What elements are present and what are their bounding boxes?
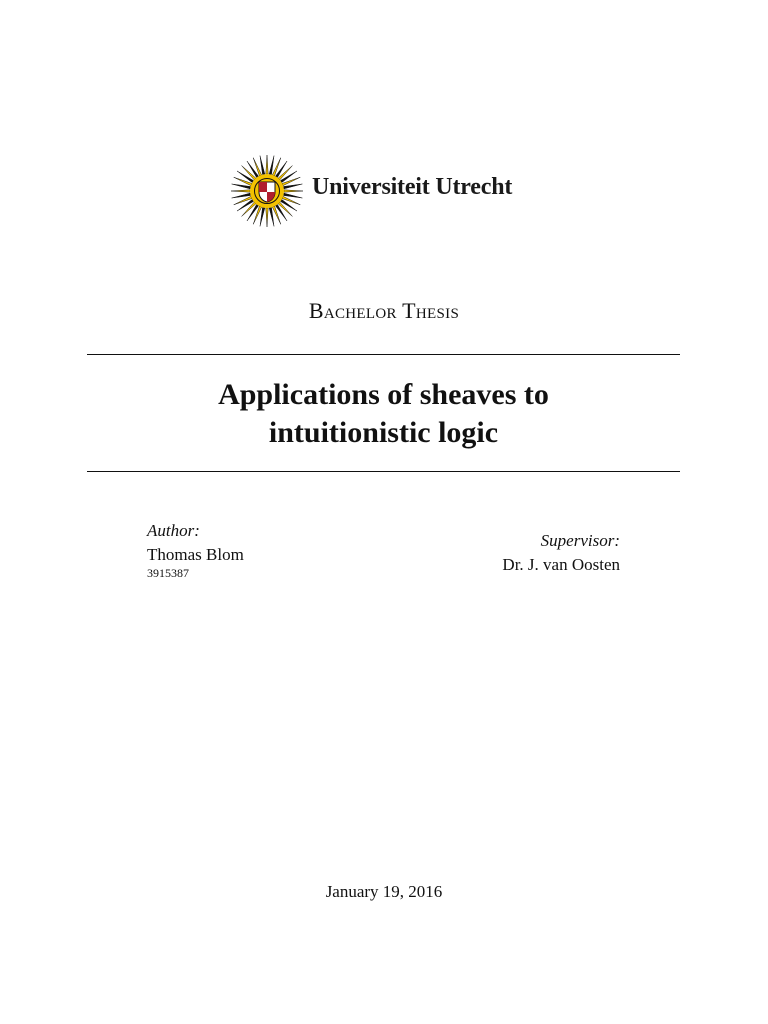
author-name: Thomas Blom	[147, 545, 244, 564]
submission-date: January 19, 2016	[325, 882, 443, 901]
student-number: 3915387	[147, 566, 189, 580]
supervisor-name: Dr. J. van Oosten	[502, 555, 620, 574]
university-logo	[230, 154, 530, 228]
thesis-title-line-1: Applications of sheaves to	[218, 378, 549, 411]
title-rule-bottom	[87, 471, 680, 472]
author-block	[147, 519, 244, 579]
title-rule-top	[87, 354, 680, 355]
supervisor-label: Supervisor:	[540, 531, 620, 550]
author-label: Author:	[147, 521, 200, 540]
thesis-title	[87, 376, 680, 452]
thesis-title-line-2: intuitionistic logic	[268, 416, 499, 449]
university-sun-seal-icon	[230, 154, 304, 228]
shield-icon	[259, 182, 275, 202]
university-name: Universiteit Utrecht	[312, 174, 513, 200]
supervisor-block	[502, 529, 620, 577]
thesis-type: Bachelor Thesis	[308, 298, 460, 323]
